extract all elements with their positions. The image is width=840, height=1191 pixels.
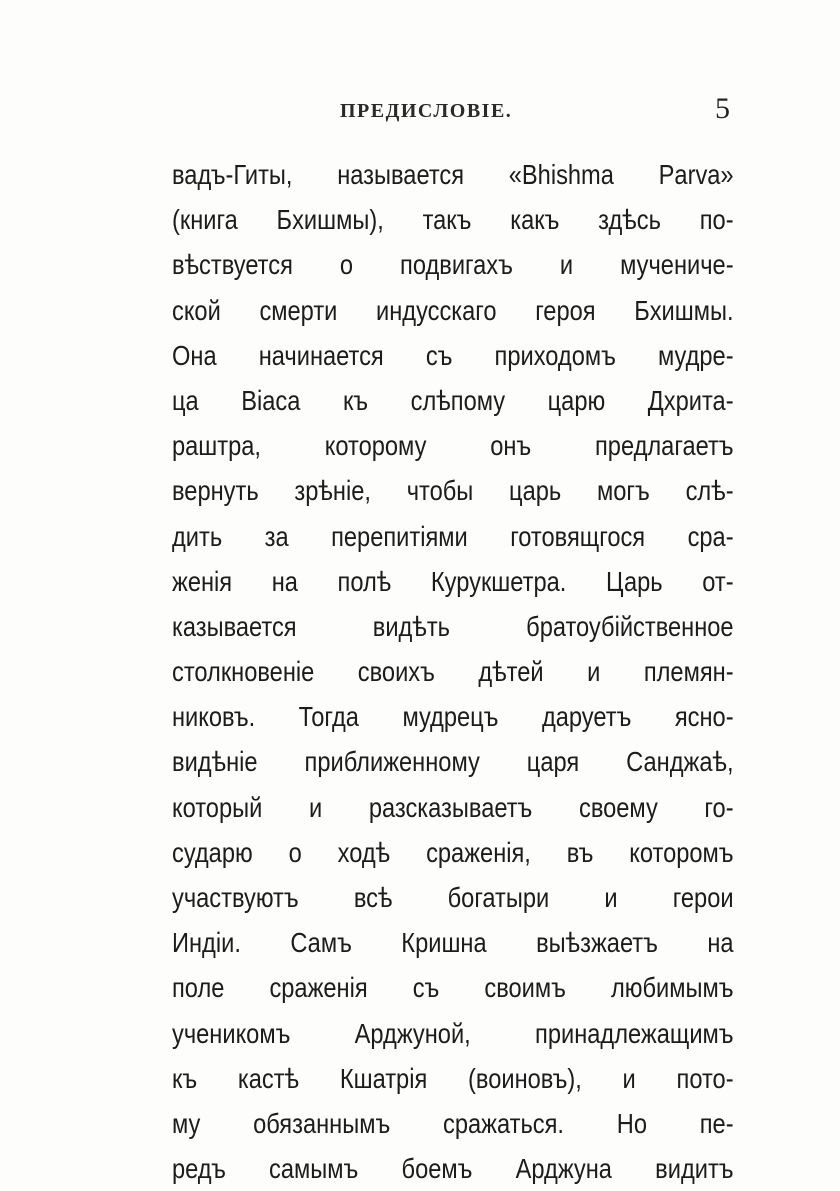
text-line: ца Віаса къ слѣпому царю Дхрита-: [172, 384, 734, 416]
text-line: Она начинается съ приходомъ мудре-: [172, 339, 734, 371]
running-head: [170, 92, 730, 132]
text-line: Индіи. Самъ Кришна выѣзжаетъ на: [172, 927, 734, 959]
body-text: [172, 152, 734, 1191]
text-line: сударю о ходѣ сраженія, въ которомъ: [172, 836, 734, 868]
text-line: вадъ-Гиты, называется «Bhishma Parva»: [172, 159, 734, 190]
text-line: (книга Бхишмы), такъ какъ здѣсь по-: [172, 204, 734, 236]
text-line: казывается видѣть братоубійственное: [172, 610, 734, 642]
text-line: женія на полѣ Курукшетра. Царь от-: [172, 565, 734, 597]
text-line: къ кастѣ Кшатрія (воиновъ), и пото-: [172, 1062, 734, 1094]
text-line: вѣствуется о подвигахъ и мучениче-: [172, 249, 734, 281]
text-line: му обязаннымъ сражаться. Но пе-: [172, 1107, 734, 1139]
text-line: поле сраженія съ своимъ любимымъ: [172, 972, 734, 1004]
text-line: вернуть зрѣніе, чтобы царь могъ слѣ-: [172, 475, 734, 507]
text-line: участвуютъ всѣ богатыри и герои: [172, 882, 734, 913]
text-line: дить за перепитіями готовящгося сра-: [172, 520, 734, 552]
text-line: никовъ. Тогда мудрецъ даруетъ ясно-: [172, 701, 734, 733]
running-title: ПРЕДИСЛОВІЕ.: [340, 100, 513, 122]
text-line: раштра, которому онъ предлагаетъ: [172, 430, 734, 462]
text-line: видѣніе приближенному царя Санджаѣ,: [172, 746, 734, 778]
text-line: редъ самымъ боемъ Арджуна видитъ: [172, 1153, 734, 1185]
text-line: ученикомъ Арджуной, принадлежащимъ: [172, 1017, 734, 1049]
text-line: который и разсказываетъ своему го-: [172, 791, 734, 823]
text-line: столкновеніе своихъ дѣтей и племян-: [172, 656, 734, 688]
text-line: ской смерти индусскаго героя Бхишмы.: [172, 294, 734, 326]
page-number: 5: [715, 92, 730, 125]
